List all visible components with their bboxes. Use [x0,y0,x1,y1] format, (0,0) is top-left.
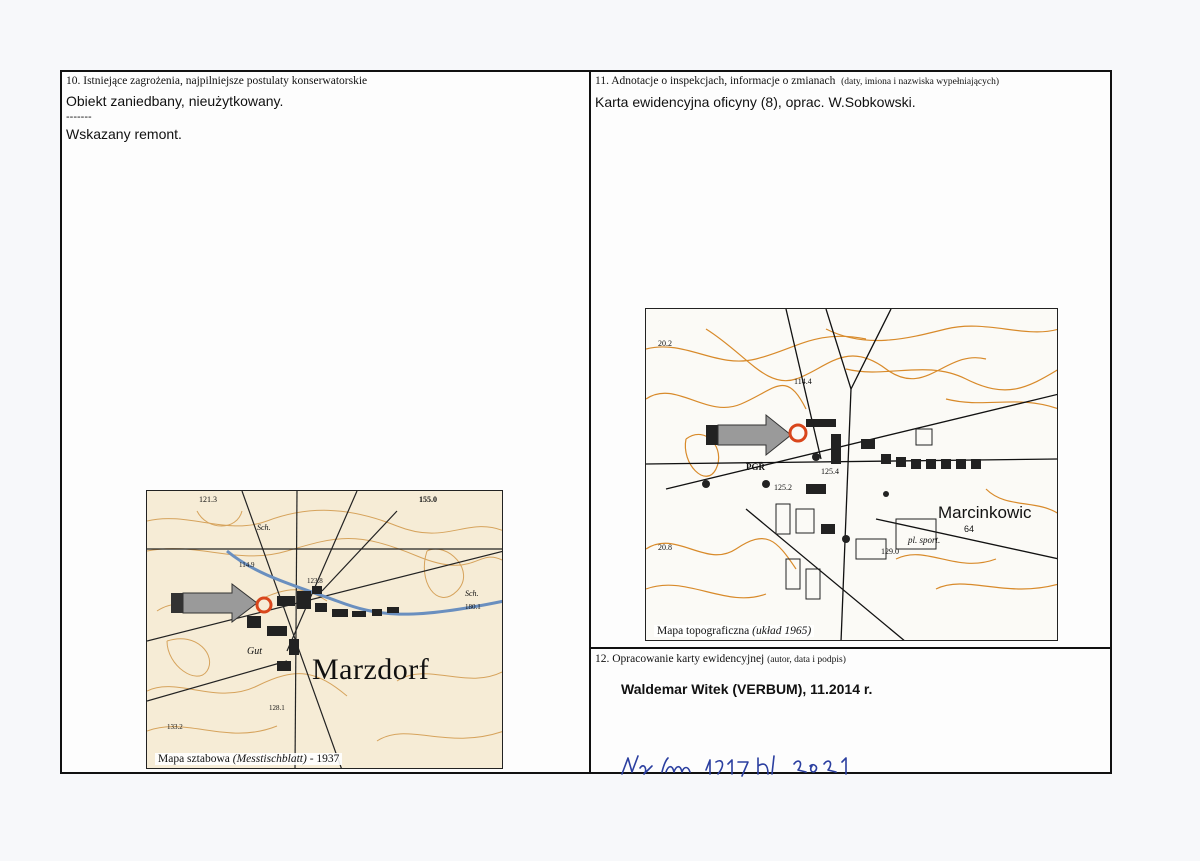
condition-text: Obiekt zaniedbany, nieużytkowany. [66,93,284,109]
section-12-header-note: (autor, data i podpis) [767,655,846,665]
map2-label-elev-2: 114.4 [794,377,812,386]
map2-label-elev-4: 125.2 [774,483,792,492]
section-11-header-note: (daty, imiona i nazwiska wypełniających) [841,77,1000,87]
author-line: Waldemar Witek (VERBUM), 11.2014 r. [621,681,873,697]
map1-label-elev-3: 114.9 [239,561,255,569]
map1-label-elev-1: 121.3 [199,495,217,504]
map2-caption-prefix: Mapa topograficzna [657,625,753,637]
map1-caption-italic: (Messtischblatt) [232,753,307,765]
map1-label-elev-7: 133.2 [167,723,183,731]
handwritten-signature-drawing [618,748,858,782]
section-12-header [595,652,1110,667]
staff-map-image [146,490,503,769]
map1-label-elev-4: 123.8 [307,577,323,585]
map2-caption [654,625,814,637]
map2-label-elev-5: 20.8 [658,543,672,552]
map1-place-name: Marzdorf [312,653,430,686]
section-10-header: 10. Istniejące zagrożenia, najpilniejsze postulaty konserwatorskie [66,75,368,87]
staff-map-drawing [147,491,503,769]
map1-label-elev-2: 155.0 [419,495,437,504]
section-11-header-main: 11. Adnotacje o inspekcjach, informacje o zmianach [595,75,836,87]
map1-caption-suffix: - 1937 [306,753,340,765]
topo-map-drawing [646,309,1058,641]
map1-label-school-1: Sch. [257,523,271,532]
row-divider [589,647,1110,649]
map1-label-gut: Gut [247,646,262,657]
section-11 [595,74,1110,111]
handwritten-inventory-note [618,748,858,787]
recommendation-text: Wskazany remont. [66,126,182,142]
section-10 [66,74,584,143]
map1-label-elev-6: 128.1 [269,704,285,712]
section-11-header [595,74,1110,89]
map2-label-sport: pl. sport. [908,535,941,545]
section-12-header-main: 12. Opracowanie karty ewidencyjnej [595,653,765,665]
map1-caption [155,753,342,765]
map1-caption-prefix: Mapa sztabowa [158,753,233,765]
map2-label-elev-6: 129.0 [881,547,899,556]
separator-text: ------- [66,111,92,123]
map2-label-pgr: PGR [746,462,765,472]
map2-label-number: 64 [964,524,975,534]
map1-label-school-2: Sch. [465,589,479,598]
topographic-map-image [645,308,1058,641]
map2-caption-italic: (układ 1965) [752,625,812,637]
map2-label-elev-3: 125.4 [821,467,839,476]
section-12 [595,652,1110,698]
map2-place-name: Marcinkowic [938,503,1032,522]
column-divider [589,72,591,772]
map2-label-elev-1: 20.2 [658,339,672,348]
inspection-note: Karta ewidencyjna oficyny (8), oprac. W.Sobkowski. [595,94,916,110]
map1-label-elev-5: 180.1 [465,603,481,611]
